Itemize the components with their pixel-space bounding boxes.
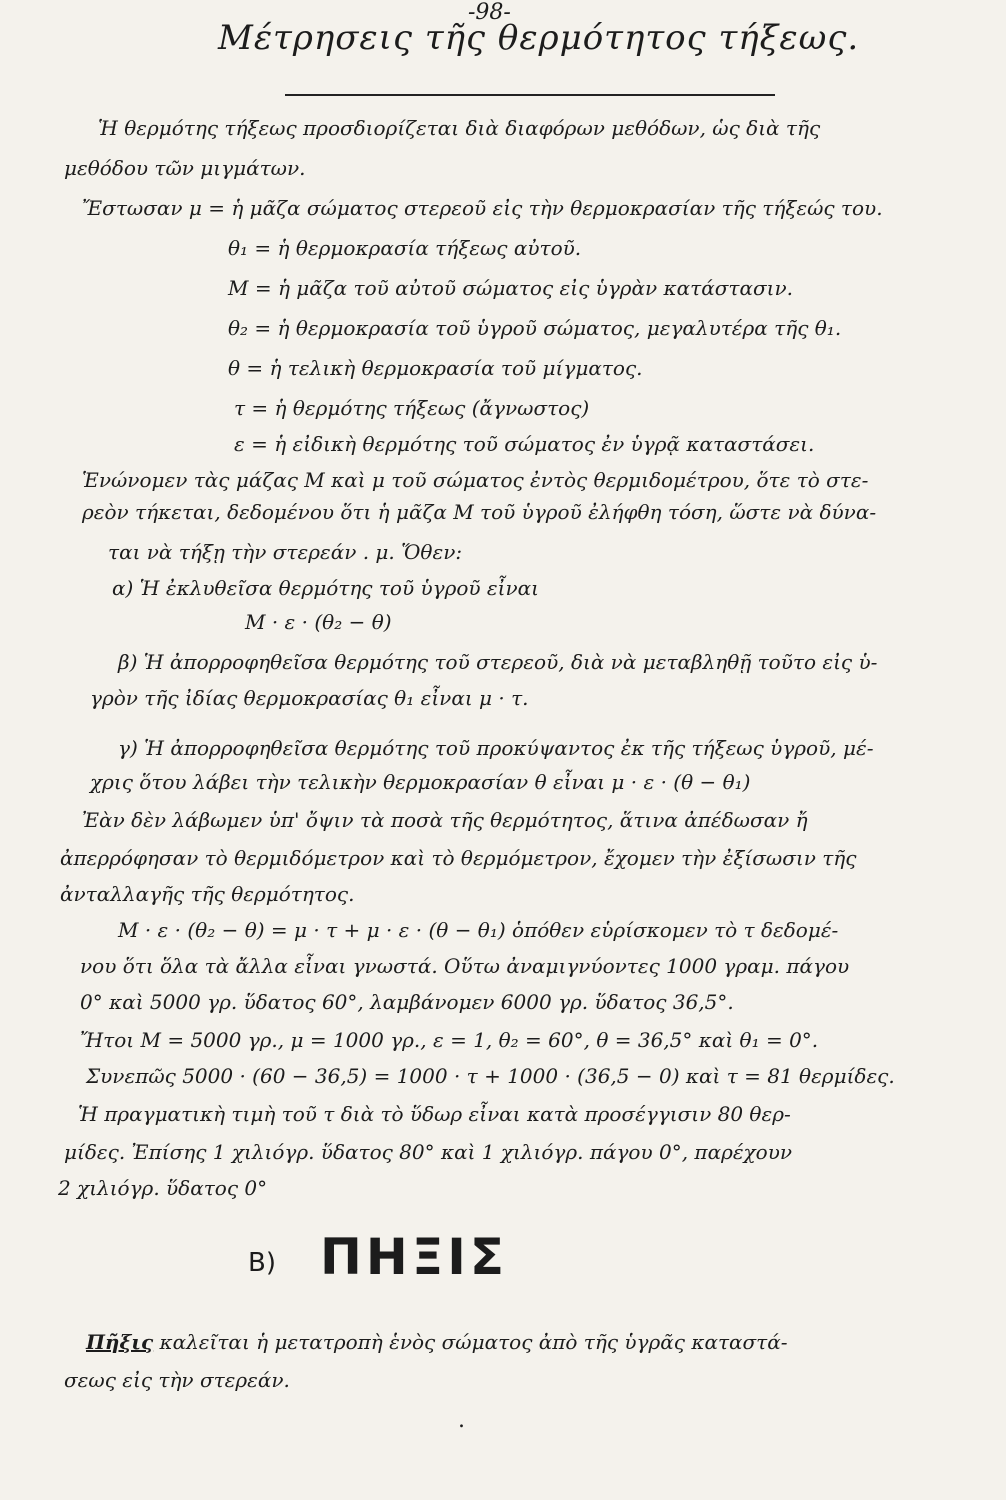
text-line: Ἔστωσαν μ = ἡ μᾶζα σώματος στερεοῦ εἰς τὴν θερμοκρασίαν τῆς τήξεώς του. — [82, 196, 883, 220]
definition-line: θ = ἡ τελικὴ θερμοκρασία τοῦ μίγματος. — [228, 356, 643, 380]
text-line: 2 χιλιόγρ. ὕδατος 0° — [58, 1176, 268, 1200]
section-title: ΠΗΞΙΣ — [320, 1228, 509, 1286]
text-line: μίδες. Ἐπίσης 1 χιλιόγρ. ὕδατος 80° καὶ 1 χιλιόγρ. πάγου 0°, παρέχουν — [64, 1140, 793, 1164]
page-number: -98- — [468, 0, 511, 25]
text-line: Ἑνώνομεν τὰς μάζας M καὶ μ τοῦ σώματος ἐντὸς θερμιδομέτρου, ὅτε τὸ στε- — [82, 468, 869, 492]
text-line: Ἐὰν δὲν λάβωμεν ὑπ' ὄψιν τὰ ποσὰ τῆς θερμότητος, ἅτινα ἀπέδωσαν ἤ — [82, 808, 808, 832]
list-item-c: γ) Ἡ ἀπορροφηθεῖσα θερμότης τοῦ προκύψαντος ἐκ τῆς τήξεως ὑγροῦ, μέ- — [118, 736, 874, 760]
text-line: Ἤτοι M = 5000 γρ., μ = 1000 γρ., ε = 1, θ₂ = 60°, θ = 36,5° καὶ θ₁ = 0°. — [80, 1028, 819, 1052]
list-item-a: α) Ἡ ἐκλυθεῖσα θερμότης τοῦ ὑγροῦ εἶναι — [112, 576, 539, 600]
formula: M · ε · (θ₂ − θ) — [245, 610, 392, 634]
equation-line: M · ε · (θ₂ − θ) = μ · τ + μ · ε · (θ − θ₁) ὁπόθεν εὑρίσκομεν τὸ τ δεδομέ- — [118, 918, 839, 942]
text-line: γρὸν τῆς ἰδίας θερμοκρασίας θ₁ εἶναι μ · τ. — [90, 686, 529, 710]
text-line: νου ὅτι ὅλα τὰ ἄλλα εἶναι γνωστά. Οὕτω ἀναμιγνύοντες 1000 γραμ. πάγου — [80, 954, 850, 978]
section-label: B) — [248, 1248, 276, 1278]
text-line: Ἡ πραγματικὴ τιμὴ τοῦ τ διὰ τὸ ὕδωρ εἶναι κατὰ προσέγγισιν 80 θερ- — [78, 1102, 791, 1126]
definition-continuation: σεως εἰς τὴν στερεάν. — [64, 1368, 290, 1392]
definition-line: τ = ἡ θερμότης τήξεως (ἄγνωστος) — [234, 396, 590, 420]
defined-term: Πῆξις — [86, 1330, 154, 1354]
text-line: ρεὸν τήκεται, δεδομένου ὅτι ἡ μᾶζα M τοῦ ὑγροῦ ἐλήφθη τόση, ὥστε νὰ δύνα- — [82, 500, 877, 524]
definition-line: θ₂ = ἡ θερμοκρασία τοῦ ὑγροῦ σώματος, μεγαλυτέρα τῆς θ₁. — [228, 316, 842, 340]
text-line: Ἡ θερμότης τήξεως προσδιορίζεται διὰ διαφόρων μεθόδων, ὡς διὰ τῆς — [98, 116, 821, 140]
definition-text: καλεῖται ἡ μετατροπὴ ἑνὸς σώματος ἀπὸ τῆς ὑγρᾶς καταστά- — [153, 1330, 788, 1354]
definition-paragraph — [86, 1330, 788, 1354]
text-line: Συνεπῶς 5000 · (60 − 36,5) = 1000 · τ + 1000 · (36,5 − 0) καὶ τ = 81 θερμίδες. — [86, 1064, 895, 1088]
definition-line: M = ἡ μᾶζα τοῦ αὐτοῦ σώματος εἰς ὑγρὰν κατάστασιν. — [228, 276, 793, 300]
definition-line: θ₁ = ἡ θερμοκρασία τήξεως αὐτοῦ. — [228, 236, 582, 260]
page-title: Μέτρησεις τῆς θερμότητος τήξεως. — [218, 18, 860, 58]
text-line: μεθόδου τῶν μιγμάτων. — [64, 156, 306, 180]
definition-line: ε = ἡ εἰδικὴ θερμότης τοῦ σώματος ἐν ὑγρᾷ καταστάσει. — [234, 432, 815, 456]
text-line: χρις ὅτου λάβει τὴν τελικὴν θερμοκρασίαν θ εἶναι μ · ε · (θ − θ₁) — [90, 770, 751, 794]
list-item-b: β) Ἡ ἀπορροφηθεῖσα θερμότης τοῦ στερεοῦ, διὰ νὰ μεταβληθῇ τοῦτο εἰς ὑ- — [118, 650, 878, 674]
text-line: ἀνταλλαγῆς τῆς θερμότητος. — [60, 882, 355, 906]
text-line: 0° καὶ 5000 γρ. ὕδατος 60°, λαμβάνομεν 6000 γρ. ὕδατος 36,5°. — [80, 990, 734, 1014]
title-underline — [285, 94, 775, 96]
text-line: ται νὰ τήξῃ τὴν στερεάν . μ. Ὅθεν: — [108, 540, 463, 564]
text-line: ἀπερρόφησαν τὸ θερμιδόμετρον καὶ τὸ θερμόμετρον, ἔχομεν τὴν ἐξίσωσιν τῆς — [60, 846, 857, 870]
page-dot: . — [458, 1408, 465, 1433]
